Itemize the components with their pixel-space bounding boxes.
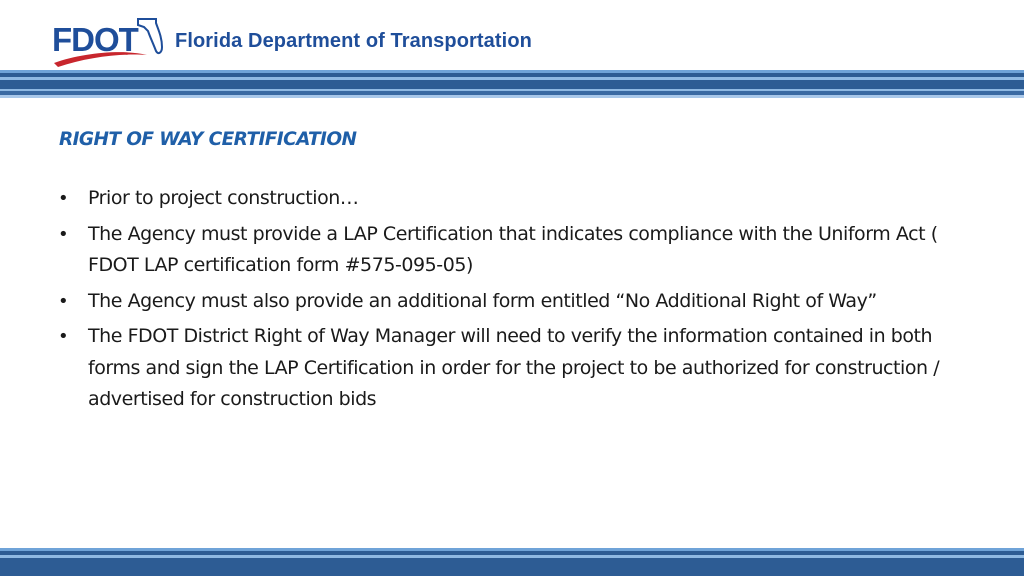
bullet-dot: •	[58, 290, 69, 312]
org-name: Florida Department of Transportation	[175, 30, 532, 52]
florida-icon	[138, 19, 162, 53]
slide-header	[0, 0, 1024, 72]
bullet-item	[58, 286, 978, 318]
bullet-text: Prior to project construction…	[88, 187, 359, 209]
fdot-logo	[52, 13, 164, 67]
bullet-text: The FDOT District Right of Way Manager will need to verify the information contained in both forms and sign the LAP Certification in order for the project to be authorized for construction / advertised for construction bids	[88, 325, 940, 410]
footer-band	[0, 548, 1024, 576]
bullet-text: The Agency must provide a LAP Certification that indicates compliance with the Uniform Act ( FDOT LAP certification form #575-095-05)	[88, 222, 938, 276]
logo-text: FDOT	[52, 21, 138, 58]
bullet-item	[58, 183, 978, 215]
bullet-list	[58, 183, 978, 420]
bullet-item	[58, 321, 978, 416]
bullet-item	[58, 219, 978, 282]
bullet-dot: •	[58, 326, 69, 347]
bullet-dot: •	[58, 223, 69, 245]
bullet-dot: •	[58, 188, 69, 209]
header-band	[0, 70, 1024, 98]
slide-title: RIGHT OF WAY CERTIFICATION	[59, 129, 357, 150]
bullet-text: The Agency must also provide an additional form entitled “No Additional Right of Way”	[88, 289, 877, 312]
